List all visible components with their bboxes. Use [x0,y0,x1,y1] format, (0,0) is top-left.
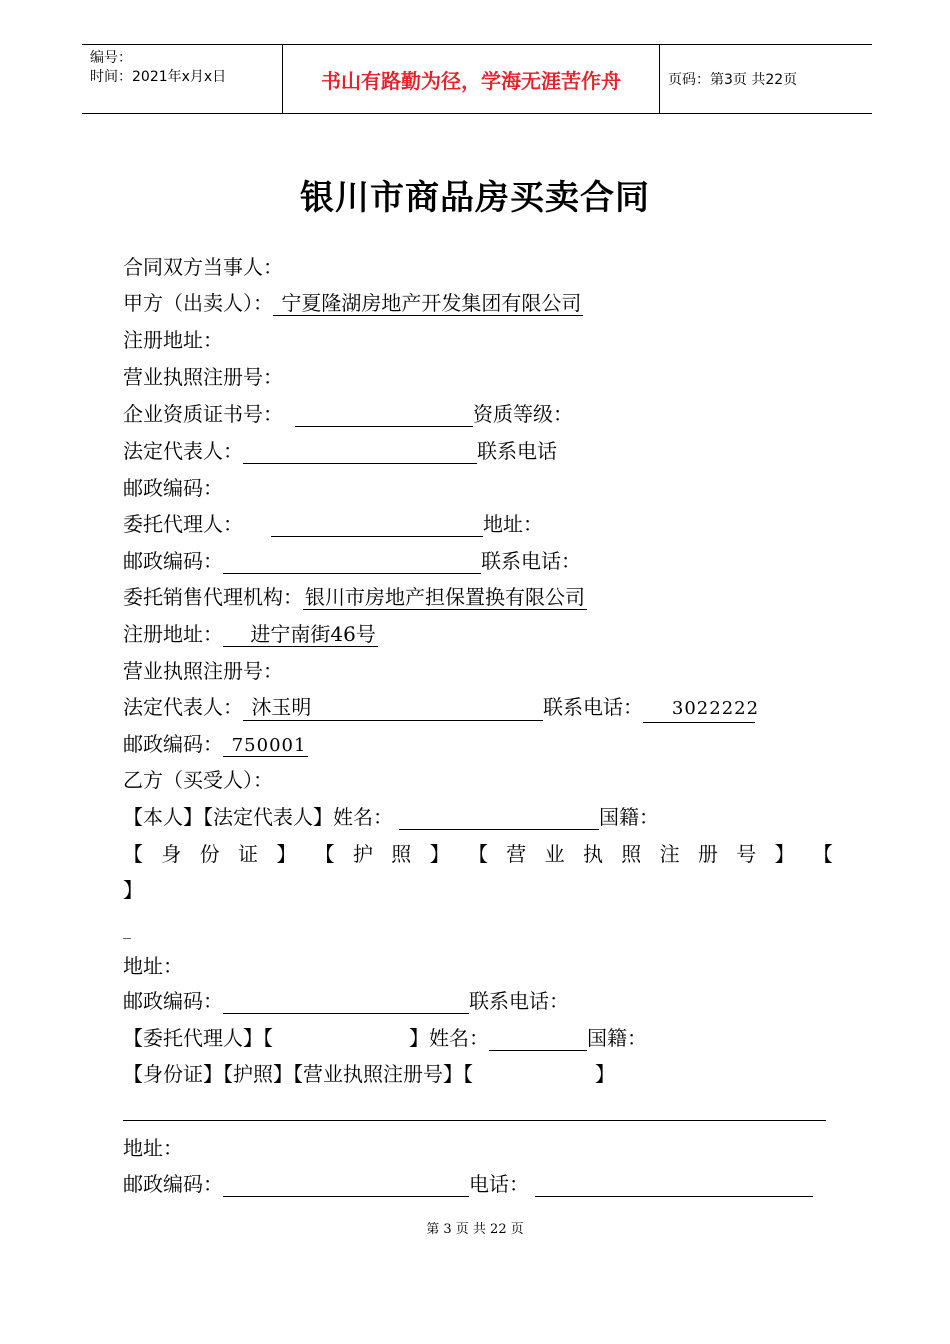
party-b-label: 乙方（买受人）： [123,768,273,792]
party-a-qualification-line [123,401,573,427]
parties-heading: 合同双方当事人： [123,255,283,279]
party-a-reg-address: 注册地址： [123,328,223,352]
agent-phone-label: 联系电话： [481,549,581,573]
party-b-postcode-blank[interactable] [223,991,469,1014]
party-b-doc-close: 】 [123,878,143,902]
serial-label: 编号： [90,50,132,66]
party-b-agent-doc-close: 】 [595,1062,615,1086]
party-b-agent-phone-label: 电话： [469,1172,529,1196]
agent-line [123,511,543,537]
doc-char: 】 [774,842,795,866]
sales-agency-address-label: 注册地址： [123,622,223,646]
party-b-agent-name-label: 】姓名： [409,1026,489,1050]
doc-char: 】 [429,842,450,866]
full-width-blank-line [123,1120,826,1121]
doc-char: 照 [391,842,412,866]
sales-agency-label: 委托销售代理机构： [123,585,303,609]
party-b-postcode-label: 邮政编码： [123,989,223,1013]
agent-address-label: 地址： [483,512,543,536]
doc-char: 【 [467,842,488,866]
sales-agency-phone-value: 3022222 [643,696,755,723]
qualification-cert-blank[interactable] [295,404,473,427]
party-a-name: 宁夏隆湖房地产开发集团有限公司 [275,291,582,315]
party-b-agent-nationality-label: 国籍： [587,1026,647,1050]
doc-char: 【 [123,842,143,866]
doc-char: 份 [199,842,220,866]
doc-char: 【 [314,842,335,866]
sales-agency-name: 银川市房地产担保置换有限公司 [305,585,585,609]
party-a-license-no: 营业执照注册号： [123,365,283,389]
party-b-agent-doc-line [123,1061,615,1087]
party-b-agent-address: 地址： [123,1136,183,1160]
agent-name-blank[interactable] [271,514,483,537]
party-b-agent-postcode-line [123,1171,813,1197]
sales-agency-license-no: 营业执照注册号： [123,659,283,683]
doc-char: 册 [697,842,718,866]
page-header [82,44,872,114]
party-b-identity-label: 【本人】【法定代表人】姓名： [123,805,393,829]
sales-agency-rep-label: 法定代表人： [123,695,243,719]
sales-agency-rep-value: 沐玉明 [243,694,543,721]
doc-char: 注 [659,842,680,866]
party-b-postcode-line [123,988,569,1014]
party-a-legal-rep-line [123,438,557,464]
header-page-info: 页码：第3页 共22页 [668,72,798,88]
date-line: 时间：2021年x月x日 [90,69,227,85]
doc-char: 号 [736,842,757,866]
doc-char: 业 [544,842,565,866]
doc-char: 证 [237,842,258,866]
header-divider [659,45,660,113]
party-b-agent-phone-blank[interactable] [535,1174,813,1197]
party-a-label: 甲方（出卖人）： [123,291,273,315]
agent-label: 委托代理人： [123,512,243,536]
sales-agency-postcode-line [123,731,308,759]
party-b-agent-postcode-blank[interactable] [223,1174,469,1197]
agent-postcode-label: 邮政编码： [123,549,223,573]
party-b-dash: _ [123,920,131,939]
sales-agency-address-value: 进宁南街46号 [225,622,376,646]
doc-char: 】 [276,842,297,866]
party-b-agent-name-blank[interactable] [489,1028,587,1051]
party-b-address: 地址： [123,954,183,978]
doc-char: 执 [582,842,603,866]
qualification-cert-label: 企业资质证书号： [123,402,283,426]
doc-char: 照 [621,842,642,866]
document-title: 银川市商品房买卖合同 [300,178,650,218]
qualification-level-label: 资质等级： [473,402,573,426]
sales-agency-postcode-value: 750001 [225,735,307,756]
phone-label: 联系电话 [477,439,557,463]
party-b-agent-postcode-label: 邮政编码： [123,1172,223,1196]
party-b-nationality-label: 国籍： [599,805,659,829]
doc-char: 护 [352,842,373,866]
party-b-phone-label: 联系电话： [469,989,569,1013]
doc-char: 身 [161,842,182,866]
header-motto: 书山有路勤为径，学海无涯苦作舟 [321,68,621,93]
sales-agency-line [123,584,587,610]
party-a-line [123,290,583,316]
party-a-postcode: 邮政编码： [123,476,223,500]
page-footer: 第 3 页 共 22 页 [426,1222,524,1237]
party-b-agent-label: 【委托代理人】【 [123,1026,273,1050]
party-b-identity-line [123,804,659,830]
header-meta [90,49,280,87]
sales-agency-phone-label: 联系电话： [543,695,643,719]
legal-rep-label: 法定代表人： [123,439,243,463]
doc-char: 【 [812,842,833,866]
agent-postcode-blank[interactable] [223,551,481,574]
sales-agency-postcode-label: 邮政编码： [123,732,223,756]
party-b-doc-types [123,841,833,867]
party-b-agent-doc-types: 【身份证】【护照】【营业执照注册号】【 [123,1062,473,1086]
agent-postcode-line [123,548,581,574]
party-b-name-blank[interactable] [399,807,599,830]
doc-char: 营 [506,842,527,866]
sales-agency-address-line [123,621,378,647]
party-b-agent-line [123,1025,647,1051]
legal-rep-blank[interactable] [243,441,477,464]
sales-agency-rep-line [123,694,760,723]
